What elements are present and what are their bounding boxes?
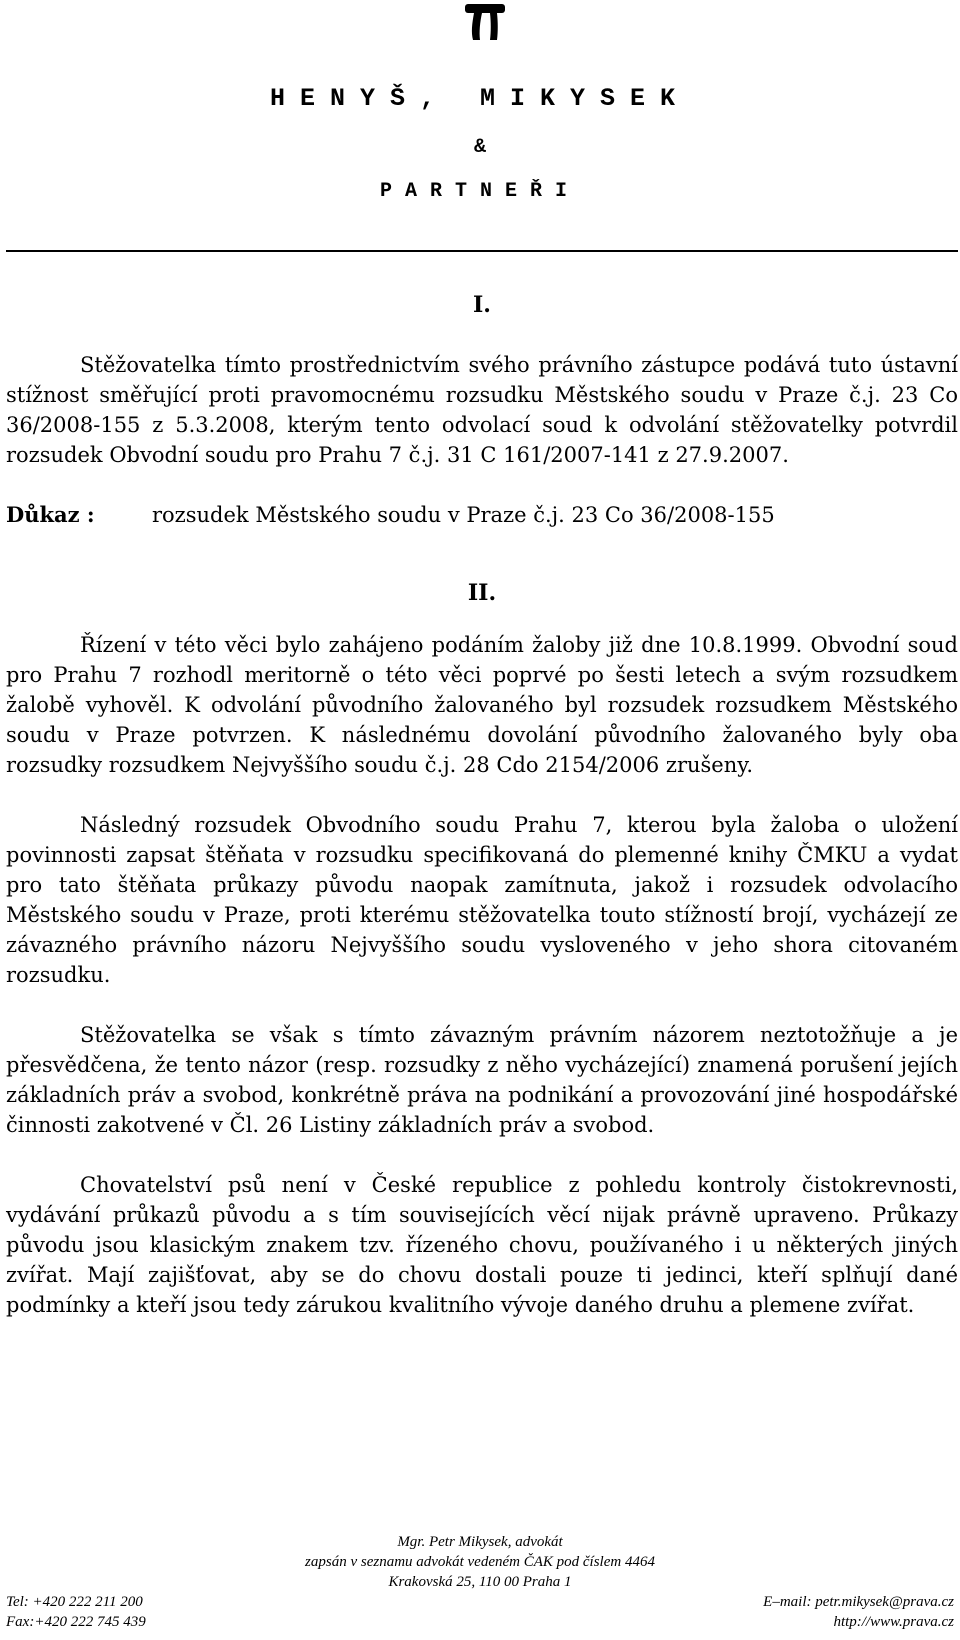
section-2-paragraph: Následný rozsudek Obvodního soudu Prahu 7, kterou byla žaloba o uložení povinnosti zapsat štěňata v rozsudku specifikovaná do plemenné knihy ČMKU a vydat pro tato štěňata průkazy původu naopak zamítnuta, jakož i rozsudek odvolacího Městského soudu v Praze, proti kterému stěžovatelka touto stížností brojí, vycházejí ze závazného právního názoru Nejvyššího soudu vysloveného v jeho shora citovaném rozsudku. xyxy=(6,813,958,987)
footer-contact-phone xyxy=(6,1592,146,1632)
section-heading-2: II. xyxy=(467,580,497,606)
evidence-text: rozsudek Městského soudu v Praze č.j. 23 Co 36/2008-155 xyxy=(152,503,775,527)
firm-partners: PARTNEŘI xyxy=(379,180,580,203)
header-divider xyxy=(6,250,958,252)
section-heading-1: I. xyxy=(473,292,491,318)
footer-tel: Tel: +420 222 211 200 xyxy=(6,1594,143,1610)
footer-registry: zapsán v seznamu advokát vedeném ČAK pod číslem 4464 xyxy=(305,1554,655,1570)
footer-contact-online xyxy=(763,1592,954,1632)
firm-ampersand: & xyxy=(473,136,486,159)
evidence-line xyxy=(6,500,958,530)
document-body xyxy=(6,290,958,1320)
footer-attorney-name: Mgr. Petr Mikysek, advokát xyxy=(397,1534,563,1550)
footer-web: http://www.prava.cz xyxy=(833,1614,954,1630)
section-1-paragraph: Stěžovatelka tímto prostřednictvím svého právního zástupce podává tuto ústavní stížnost směřující proti pravomocnému rozsudku Městského soudu v Praze č.j. 23 Co 36/2008-155 z 5.3.2008, kterým tento odvolací soud k odvolání stěžovatelky potvrdil rozsudek Obvodní soudu pro Prahu 7 č.j. 31 C 161/2007-141 z 27.9.2007. xyxy=(6,353,958,467)
footer-attorney-block xyxy=(0,1532,960,1592)
section-2-paragraph: Chovatelství psů není v České republice z pohledu kontroly čistokrevnosti, vydávání průkazů původu a s tím souvisejících věcí nijak právně upraveno. Průkazy původu jsou klasickým znakem tzv. řízeného chovu, používaného i u některých jiných zvířat. Mají zajišťovat, aby se do chovu dostali pouze ti jedinci, kteří splňují dané podmínky a kteří jsou tedy zárukou kvalitního vývoje daného druhu a plemene zvířat. xyxy=(6,1173,958,1317)
section-2-paragraph: Stěžovatelka se však s tímto závazným právním názorem neztotožňuje a je přesvědčena, že tento názor (resp. rozsudky z něho vycházející) znamená porušení jejích základních práv a svobod, konkrétně práva na podnikání a provozování jiné hospodářské činnosti zakotvené v Čl. 26 Listiny základních práv a svobod. xyxy=(6,1023,958,1137)
pi-logo-icon xyxy=(463,0,507,44)
firm-name: HENYŠ, MIKYSEK xyxy=(269,84,691,113)
section-2-paragraph: Řízení v této věci bylo zahájeno podáním žaloby již dne 10.8.1999. Obvodní soud pro Prahu 7 rozhodl meritorně o této věci poprvé po šesti letech a svým rozsudkem žalobě vyhověl. K odvolání původního žalovaného byl rozsudek rozsudkem Městského soudu v Praze potvrzen. K následnému dovolání původního žalovaného byly oba rozsudky rozsudkem Nejvyššího soudu č.j. 28 Cdo 2154/2006 zrušeny. xyxy=(6,633,958,777)
evidence-label: Důkaz : xyxy=(6,502,95,527)
footer-address: Krakovská 25, 110 00 Praha 1 xyxy=(388,1574,572,1590)
footer-fax: Fax:+420 222 745 439 xyxy=(6,1614,146,1630)
footer-email: E–mail: petr.mikysek@prava.cz xyxy=(763,1594,954,1610)
